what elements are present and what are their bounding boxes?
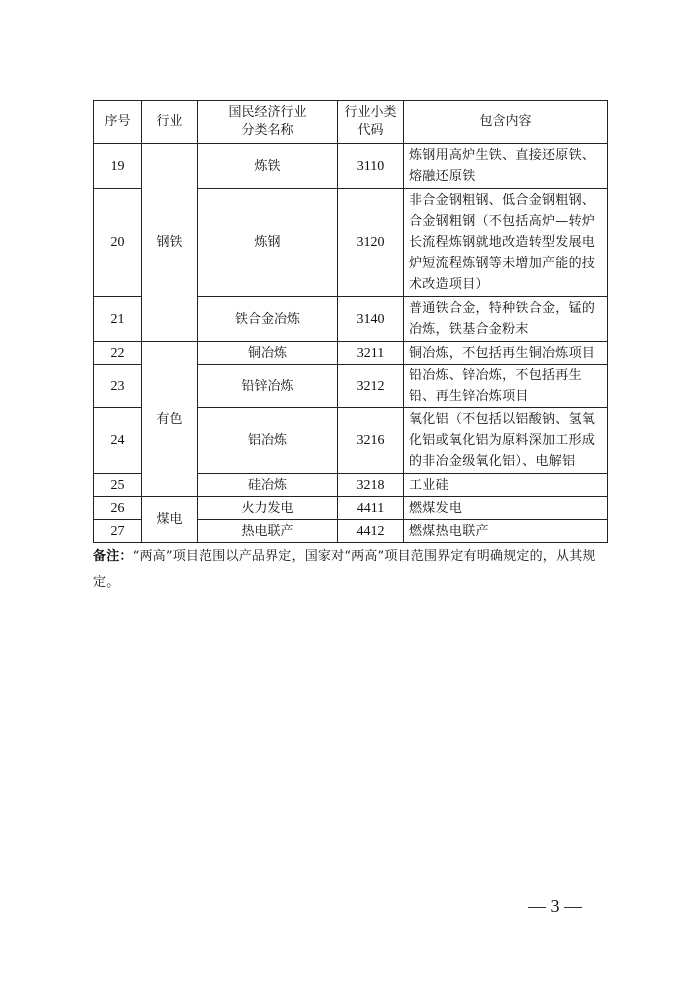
row-seq: 24 [94,408,142,474]
table-row [94,342,608,365]
row-seq: 21 [94,297,142,342]
group-coal-power: 煤电 [142,497,198,543]
row-seq: 25 [94,474,142,497]
row-seq: 23 [94,365,142,408]
row-code: 4412 [338,520,404,543]
row-name: 炼铁 [198,144,338,189]
footnote [93,544,613,596]
header-code [338,101,404,144]
table-row [94,144,608,189]
row-seq: 19 [94,144,142,189]
row-name: 火力发电 [198,497,338,520]
row-content: 普通铁合金，特种铁合金，锰的冶炼，铁基合金粉末 [404,297,608,342]
row-content: 炼钢用高炉生铁、直接还原铁、熔融还原铁 [404,144,608,189]
row-code: 3120 [338,189,404,297]
row-name: 铜冶炼 [198,342,338,365]
table-row [94,497,608,520]
header-seq: 序号 [94,101,142,144]
header-content: 包含内容 [404,101,608,144]
row-name: 硅冶炼 [198,474,338,497]
footnote-text: “两高”项目范围以产品界定，国家对“两高”项目范围界定有明确规定的，从其规定。 [93,549,596,590]
industry-table [93,100,608,543]
row-content: 非合金钢粗钢、低合金钢粗钢、合金钢粗钢（不包括高炉—转炉长流程炼钢就地改造转型发展电炉短流程炼钢等未增加产能的技术改造项目） [404,189,608,297]
row-seq: 20 [94,189,142,297]
row-content: 燃煤热电联产 [404,520,608,543]
row-seq: 27 [94,520,142,543]
table-header-row [94,101,608,144]
row-content: 工业硅 [404,474,608,497]
row-name: 铅锌冶炼 [198,365,338,408]
page-number: — 3 — [528,896,582,916]
group-steel: 钢铁 [142,144,198,342]
header-industry: 行业 [142,101,198,144]
row-code: 4411 [338,497,404,520]
row-name: 炼钢 [198,189,338,297]
row-code: 3212 [338,365,404,408]
header-code-line1: 行业小类 [344,105,397,120]
row-name: 热电联产 [198,520,338,543]
header-category-line1: 国民经济行业 [228,105,307,120]
header-category [198,101,338,144]
row-code: 3218 [338,474,404,497]
row-code: 3110 [338,144,404,189]
row-seq: 22 [94,342,142,365]
group-nonferrous: 有色 [142,342,198,497]
row-code: 3140 [338,297,404,342]
row-code: 3211 [338,342,404,365]
row-content: 铅冶炼、锌冶炼，不包括再生铅、再生锌冶炼项目 [404,365,608,408]
row-content: 氧化铝（不包括以铝酸钠、氢氧化铝或氧化铝为原料深加工形成的非冶金级氧化铝）、电解铝 [404,408,608,474]
row-content: 燃煤发电 [404,497,608,520]
row-content: 铜冶炼，不包括再生铜冶炼项目 [404,342,608,365]
row-code: 3216 [338,408,404,474]
header-code-line2: 代码 [357,123,384,138]
row-name: 铝冶炼 [198,408,338,474]
footnote-label: 备注： [93,549,133,564]
header-category-line2: 分类名称 [241,123,294,138]
row-seq: 26 [94,497,142,520]
row-name: 铁合金冶炼 [198,297,338,342]
